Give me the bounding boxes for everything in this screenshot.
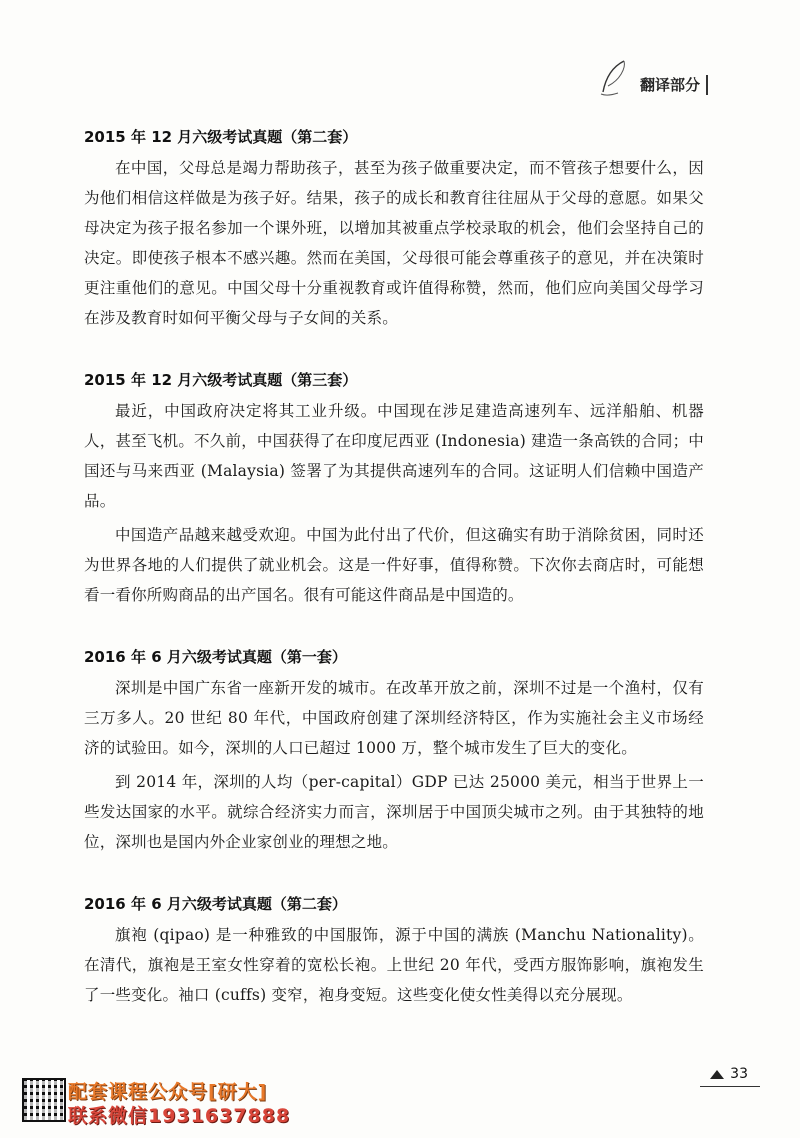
section-title: 2015 年 12 月六级考试真题（第二套）: [84, 128, 358, 146]
exam-section: [84, 646, 704, 857]
exam-section: [84, 369, 704, 610]
page-content: [84, 126, 704, 1046]
section-title: 2015 年 12 月六级考试真题（第三套）: [84, 371, 358, 389]
footer-rule: [700, 1086, 760, 1087]
section-title: 2016 年 6 月六级考试真题（第二套）: [84, 895, 347, 913]
section-label: 翻译部分: [640, 75, 708, 95]
exam-section: [84, 893, 704, 1010]
paragraph: 到 2014 年，深圳的人均（per-capital）GDP 已达 25000 美元，相当于世界上一些发达国家的水平。就综合经济实力而言，深圳居于中国顶尖城市之列。由于其独特的地位，深圳也是国内外企业家创业的理想之地。: [84, 773, 704, 851]
section-title: 2016 年 6 月六级考试真题（第一套）: [84, 648, 347, 666]
promo-watermark: [68, 1080, 290, 1128]
paragraph: 旗袍 (qipao) 是一种雅致的中国服饰，源于中国的满族 (Manchu Nationality)。在清代，旗袍是王室女性穿着的宽松长袍。上世纪 20 年代，受西方服饰影响，旗袍发生了一些变化。袖口 (cuffs) 变窄，袍身变短。这些变化使女性美得以充分展现。: [84, 926, 704, 1004]
promo-line: 联系微信1931637888: [68, 1105, 291, 1127]
page-header: [596, 58, 708, 98]
paragraph: 最近，中国政府决定将其工业升级。中国现在涉足建造高速列车、远洋船舶、机器人，甚至飞机。不久前，中国获得了在印度尼西亚 (Indonesia) 建造一条高铁的合同；中国还与马来西亚 (Malaysia) 签署了为其提供高速列车的合同。这证明人们信赖中国造产品。: [84, 402, 704, 510]
paragraph: 在中国，父母总是竭力帮助孩子，甚至为孩子做重要决定，而不管孩子想要什么，因为他们相信这样做是为孩子好。结果，孩子的成长和教育往往屈从于父母的意愿。如果父母决定为孩子报名参加一个课外班，以增加其被重点学校录取的机会，他们会坚持自己的决定。即使孩子根本不感兴趣。然而在美国，父母很可能会尊重孩子的意见，并在决策时更注重他们的意见。中国父母十分重视教育或许值得称赞，然而，他们应向美国父母学习在涉及教育时如何平衡父母与子女间的关系。: [84, 159, 704, 327]
triangle-marker-icon: [710, 1070, 724, 1079]
paragraph: 中国造产品越来越受欢迎。中国为此付出了代价，但这确实有助于消除贫困，同时还为世界各地的人们提供了就业机会。这是一件好事，值得称赞。下次你去商店时，可能想看一看你所购商品的出产国名。很有可能这件商品是中国造的。: [84, 526, 704, 604]
promo-line: 配套课程公众号[研大]: [68, 1081, 268, 1103]
feather-pen-icon: [596, 58, 630, 98]
qr-code-icon[interactable]: [22, 1078, 66, 1122]
page-footer: [0, 1064, 800, 1138]
page-number: 33: [730, 1066, 748, 1082]
exam-section: [84, 126, 704, 333]
page-number-group: [710, 1066, 748, 1082]
paragraph: 深圳是中国广东省一座新开发的城市。在改革开放之前，深圳不过是一个渔村，仅有三万多人。20 世纪 80 年代，中国政府创建了深圳经济特区，作为实施社会主义市场经济的试验田。如今，深圳的人口已超过 1000 万，整个城市发生了巨大的变化。: [84, 679, 704, 757]
